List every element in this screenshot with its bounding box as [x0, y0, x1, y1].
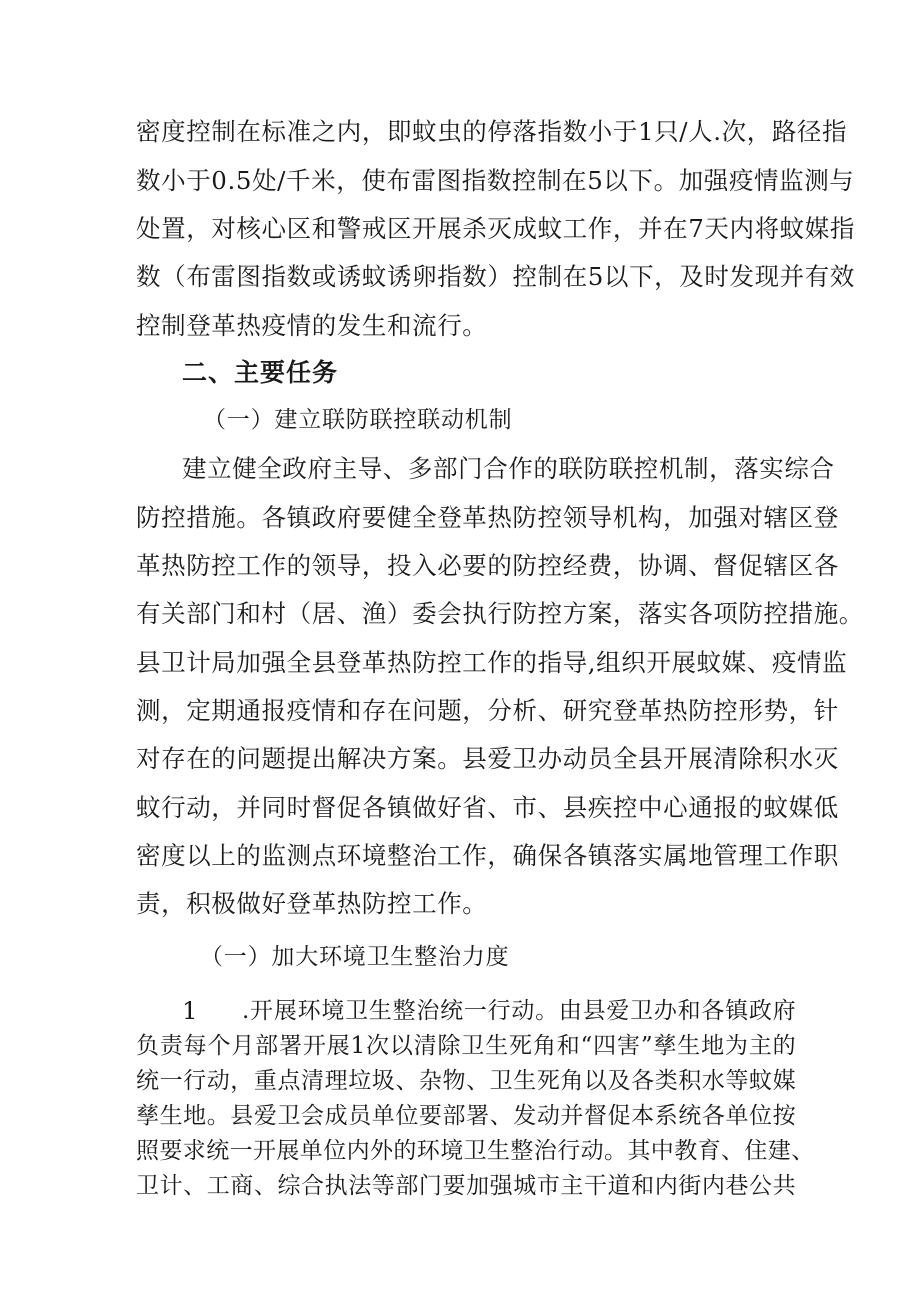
subsection-1-line-1: 建立健全政府主导、多部门合作的联防联控机制，落实综合 — [182, 454, 835, 483]
subsection-2-line-5: 照要求统一开展单位内外的环境卫生整治行动。其中教育、住建、 — [136, 1138, 815, 1164]
subsection-1-line-7: 对存在的问题提出解决方案。县爱卫办动员全县开展清除积水灭 — [136, 744, 839, 773]
subsection-2-line-3: 统一行动，重点清理垃圾、杂物、卫生死角以及各类积水等蚊媒 — [136, 1068, 796, 1094]
subsection-1-line-3: 革热防控工作的领导，投入必要的防控经费，协调、督促辖区各 — [136, 551, 839, 580]
subsection-2-line-6: 卫计、工商、综合执法等部门要加强城市主干道和内街内巷公共 — [136, 1173, 796, 1199]
intro-line-3: 处置，对核心区和警戒区开展杀灭成蚊工作，并在7天内将蚊媒指 — [136, 214, 855, 243]
subsection-1-title: （一）建立联防联控联动机制 — [203, 407, 513, 433]
subsection-1-line-4: 有关部门和村（居、渔）委会执行防控方案，落实各项防控措施。 — [136, 599, 864, 628]
item-number: 1 — [182, 996, 198, 1025]
section-heading: 二、主要任务 — [182, 358, 339, 387]
subsection-1-line-10: 责，积极做好登革热防控工作。 — [136, 889, 488, 918]
subsection-2-title: （一）加大环境卫生整治力度 — [200, 944, 510, 970]
intro-line-1: 密度控制在标准之内，即蚊虫的停落指数小于1只/人.次，路径指 — [136, 117, 848, 146]
intro-line-4: 数（布雷图指数或诱蚊诱卵指数）控制在5以下，及时发现并有效 — [136, 262, 855, 291]
subsection-2-line-2: 负责每个月部署开展1次以清除卫生死角和“四害”孳生地为主的 — [136, 1033, 796, 1059]
subsection-2-line-4: 孳生地。县爱卫会成员单位要部署、发动并督促本系统各单位按 — [136, 1103, 796, 1129]
subsection-1-line-9: 密度以上的监测点环境整治工作，确保各镇落实属地管理工作职 — [136, 841, 839, 870]
subsection-1-line-6: 测，定期通报疫情和存在问题，分析、研究登革热防控形势，针 — [136, 696, 839, 725]
subsection-2-line-1: .开展环境卫生整治统一行动。由县爱卫办和各镇政府 — [242, 998, 796, 1024]
intro-line-2: 数小于0.5处/千米，使布雷图指数控制在5以下。加强疫情监测与 — [136, 166, 855, 195]
intro-line-5: 控制登革热疫情的发生和流行。 — [136, 311, 488, 340]
subsection-1-line-8: 蚊行动，并同时督促各镇做好省、市、县疾控中心通报的蚊媒低 — [136, 793, 839, 822]
subsection-1-line-2: 防控措施。各镇政府要健全登革热防控领导机构，加强对辖区登 — [136, 503, 839, 532]
subsection-1-line-5: 县卫计局加强全县登革热防控工作的指导,组织开展蚊媒、疫情监 — [136, 648, 848, 677]
